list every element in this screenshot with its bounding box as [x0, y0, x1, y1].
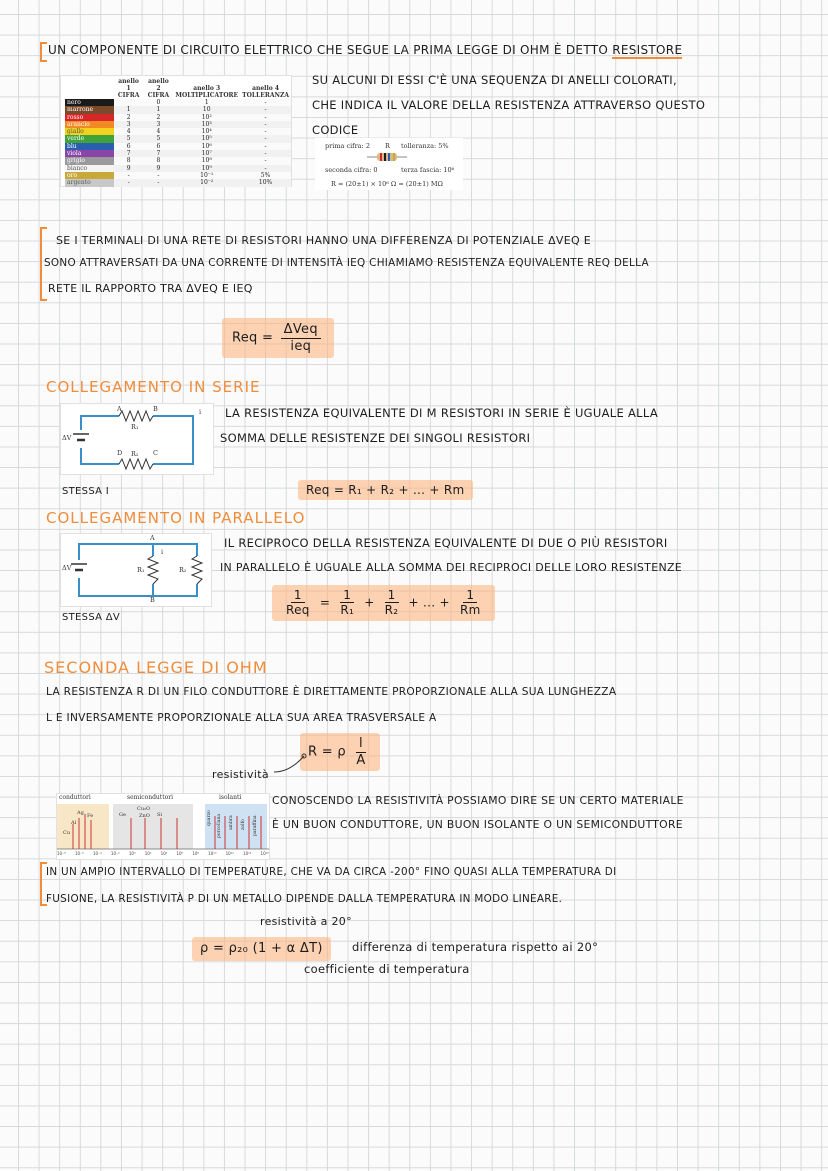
parallel-r2-label: R₂	[179, 566, 187, 574]
color-cell-mult: 10³	[173, 121, 240, 128]
axis-tick: 10⁻⁸	[57, 851, 66, 856]
parallel-formula	[272, 585, 495, 621]
equiv-line-3: RETE IL RAPPORTO TRA ΔVEQ E IEQ	[48, 282, 253, 295]
color-cell-name: blu	[65, 143, 114, 150]
frac-dots: + ... +	[408, 595, 450, 610]
parallel-v-label: ΔV	[62, 564, 72, 572]
frac-req	[283, 588, 313, 618]
mat-amber: ambra	[229, 815, 234, 830]
frac-rm-den: Rm	[459, 603, 481, 618]
series-title: COLLEGAMENTO IN SERIE	[46, 378, 261, 396]
second-law-lhs: R = ρ	[308, 744, 346, 760]
color-cell-d2: 1	[144, 106, 174, 113]
resistor-r: R	[385, 142, 390, 150]
materials-line-2: È UN BUON CONDUTTORE, UN BUON ISOLANTE O UN SEMICONDUTTORE	[272, 818, 683, 831]
group-conductors: conduttori	[59, 794, 91, 801]
color-cell-mult: 10⁶	[173, 143, 240, 150]
resistivity-note: resistività	[212, 768, 269, 781]
color-cell-mult: 10⁻²	[173, 179, 240, 186]
second-law-num: l	[356, 736, 366, 753]
header-ring3: anello 3 MOLTIPLICATORE	[175, 85, 239, 99]
series-r1-label: R₁	[131, 423, 139, 431]
req-num: ΔVeq	[281, 322, 321, 339]
series-line-2: SOMMA DELLE RESISTENZE DEI SINGOLI RESISTORI	[220, 431, 531, 445]
color-cell-name: nero	[65, 99, 114, 106]
resistivity-bars	[57, 794, 269, 859]
header-ring2: anello 2 CIFRA	[147, 78, 170, 99]
parallel-line-2: IN PARALLELO È UGUALE ALLA SOMMA DEI RECIPROCI DELLE LORO RESISTENZE	[220, 561, 683, 574]
mat-al: Al	[71, 820, 77, 826]
color-cell-tol: -	[240, 99, 291, 106]
color-cell-d2: 9	[144, 165, 174, 172]
temp-note-right: differenza di temperatura rispetto ai 20°	[352, 940, 599, 954]
axis-tick: 10⁸	[192, 851, 200, 856]
color-cell-name: grigio	[65, 157, 114, 164]
color-row	[65, 99, 291, 106]
frac-r1-den: R₁	[340, 603, 355, 618]
color-cell-d2: 5	[144, 135, 174, 142]
series-diagram	[60, 403, 214, 475]
second-digit-label: seconda cifra: 0	[325, 166, 378, 174]
tolerance-label: tolleranza: 5%	[401, 142, 449, 150]
parallel-circuit	[61, 534, 211, 606]
color-cell-d1: 5	[114, 135, 144, 142]
series-circuit	[61, 404, 213, 474]
second-law-fraction	[353, 736, 368, 768]
color-cell-d2: 3	[144, 121, 174, 128]
series-b-label: B	[153, 405, 158, 413]
color-cell-tol: -	[240, 106, 291, 113]
mat-si: Si	[157, 812, 163, 818]
mat-zno: ZnO	[139, 813, 150, 819]
color-row	[65, 121, 291, 128]
second-law-formula	[300, 733, 380, 771]
axis-tick: 10⁶	[176, 851, 184, 856]
color-row	[65, 128, 291, 135]
color-code-grid	[65, 78, 291, 187]
frac-rm-num: 1	[463, 588, 477, 603]
req-fraction	[281, 322, 321, 354]
color-cell-d2: 4	[144, 128, 174, 135]
color-cell-tol: -	[240, 157, 291, 164]
color-row	[65, 157, 291, 164]
color-cell-mult: 10⁸	[173, 157, 240, 164]
color-cell-d1: -	[114, 172, 144, 179]
second-law-den: A	[356, 752, 366, 768]
parallel-i-label: i	[161, 548, 164, 556]
mat-ge: Ge	[119, 812, 126, 818]
axis-tick: 10¹²	[225, 851, 234, 856]
color-cell-d1: 4	[114, 128, 144, 135]
color-cell-tol: -	[240, 143, 291, 150]
mat-ag: Ag	[77, 810, 84, 816]
req-formula	[222, 318, 334, 358]
frac-rm	[457, 588, 484, 618]
header-ring4: anello 4 TOLLERANZA	[242, 85, 289, 99]
parallel-b-label: B	[150, 596, 155, 604]
color-row	[65, 179, 291, 186]
color-row	[65, 106, 291, 113]
color-cell-mult: 10⁴	[173, 128, 240, 135]
series-i-label: i	[199, 408, 202, 416]
color-row	[65, 135, 291, 142]
color-cell-tol: -	[240, 165, 291, 172]
mat-cu2o: Cu₂O	[137, 806, 151, 812]
color-cell-tol: -	[240, 121, 291, 128]
color-cell-mult: 1	[173, 99, 240, 106]
second-law-line-1: LA RESISTENZA R DI UN FILO CONDUTTORE È DIRETTAMENTE PROPORZIONALE ALLA SUA LUNGHEZZA	[46, 686, 617, 698]
series-note: STESSA I	[62, 486, 110, 497]
parallel-line-1: IL RECIPROCO DELLA RESISTENZA EQUIVALENTE DI DUE O PIÙ RESISTORI	[224, 536, 668, 550]
axis-tick: 10⁻⁶	[74, 851, 84, 856]
color-row	[65, 143, 291, 150]
resistivity-axis	[57, 851, 269, 856]
color-cell-mult: 10⁹	[173, 165, 240, 172]
temp-note-top: resistività a 20°	[260, 915, 352, 928]
color-cell-d2: -	[144, 172, 174, 179]
frac-req-num: 1	[291, 588, 305, 603]
color-cell-name: bianco	[65, 165, 114, 172]
header-blank	[65, 78, 114, 99]
frac-r2	[382, 588, 402, 618]
color-cell-mult: 10	[173, 106, 240, 113]
mat-quartz: quarzo	[207, 810, 212, 826]
color-cell-d2: 2	[144, 114, 174, 121]
color-cell-d1: 3	[114, 121, 144, 128]
color-cell-name: marrone	[65, 106, 114, 113]
axis-tick: 10¹⁶	[260, 851, 269, 856]
axis-tick: 10⁴	[160, 851, 168, 856]
frac-req-den: Req	[286, 603, 310, 618]
series-c-label: C	[153, 449, 158, 457]
color-cell-mult: 10⁻¹	[173, 172, 240, 179]
header-ring1: anello 1 CIFRA	[117, 78, 140, 99]
axis-tick: 10²	[144, 851, 152, 856]
color-cell-mult: 10⁵	[173, 135, 240, 142]
axis-tick: 10⁰	[128, 851, 136, 856]
mat-porcelain: porcellana	[217, 813, 222, 838]
equiv-line-2: SONO ATTRAVERSATI DA UNA CORRENTE DI INTENSITÀ IEQ CHIAMIAMO RESISTENZA EQUIVALENTE REQ DELLA	[44, 257, 649, 269]
color-cell-tol: -	[240, 150, 291, 157]
color-cell-name: rosso	[65, 114, 114, 121]
req-den: ieq	[290, 338, 312, 354]
frac-r2-den: R₂	[384, 603, 399, 618]
color-cell-d1: 7	[114, 150, 144, 157]
intro-side-3: CODICE	[312, 123, 359, 137]
equiv-line-1: SE I TERMINALI DI UNA RETE DI RESISTORI HANNO UNA DIFFERENZA DI POTENZIALE ΔVEQ E	[56, 234, 591, 247]
color-cell-d1: 8	[114, 157, 144, 164]
color-row	[65, 172, 291, 179]
second-law-title: SECONDA LEGGE DI OHM	[44, 658, 268, 677]
axis-tick: 10⁻²	[110, 851, 120, 856]
parallel-note: STESSA ΔV	[62, 612, 121, 623]
intro-side-1: SU ALCUNI DI ESSI C'È UNA SEQUENZA DI ANELLI COLORATI,	[312, 73, 677, 87]
first-digit-label: prima cifra: 2	[325, 142, 370, 150]
color-cell-tol: -	[240, 135, 291, 142]
temp-formula: ρ = ρ₂₀ (1 + α ΔT)	[192, 937, 331, 961]
mat-cu: Cu	[63, 830, 71, 836]
mat-fe: Fe	[87, 813, 94, 819]
series-line-1: LA RESISTENZA EQUIVALENTE DI M RESISTORI IN SERIE È UGUALE ALLA	[225, 406, 659, 420]
series-v-label: ΔV	[62, 434, 72, 442]
group-insulators: isolanti	[219, 794, 242, 801]
axis-tick: 10¹⁰	[208, 851, 217, 856]
resistor-term: RESISTORE	[612, 43, 683, 57]
resistivity-chart	[56, 793, 270, 860]
frac-eq: =	[319, 595, 331, 610]
frac-r1	[337, 588, 357, 618]
frac-r2-num: 1	[385, 588, 399, 603]
mat-sulfur: zolfo	[241, 819, 246, 830]
req-lhs: Req =	[232, 330, 274, 346]
series-a-label: A	[117, 405, 122, 413]
temp-line-1: IN UN AMPIO INTERVALLO DI TEMPERATURE, CHE VA DA CIRCA -200° FINO QUASI ALLA TEMPERATURA DI	[46, 866, 617, 878]
color-cell-d1: 9	[114, 165, 144, 172]
color-cell-mult: 10²	[173, 114, 240, 121]
series-formula: Req = R₁ + R₂ + ... + Rm	[298, 480, 473, 500]
group-semiconductors: semiconduttori	[127, 794, 174, 801]
arrow-icon	[272, 752, 308, 776]
mat-paraffin: paraffina	[253, 815, 258, 836]
color-cell-d2: 7	[144, 150, 174, 157]
color-cell-name: verde	[65, 135, 114, 142]
color-cell-d1: 6	[114, 143, 144, 150]
color-cell-name: viola	[65, 150, 114, 157]
color-cell-tol: 5%	[240, 172, 291, 179]
color-cell-name: oro	[65, 172, 114, 179]
color-cell-tol: -	[240, 114, 291, 121]
materials-line-1: CONOSCENDO LA RESISTIVITÀ POSSIAMO DIRE SE UN CERTO MATERIALE	[272, 794, 684, 807]
color-cell-tol: 10%	[240, 179, 291, 186]
color-row	[65, 150, 291, 157]
color-cell-mult: 10⁷	[173, 150, 240, 157]
third-band-label: terza fascia: 10⁶	[401, 166, 455, 174]
frac-r1-num: 1	[340, 588, 354, 603]
color-cell-d1	[114, 99, 144, 106]
series-d-label: D	[117, 449, 123, 457]
color-row	[65, 165, 291, 172]
resistor-formula: R = (20±1) × 10⁶ Ω = (20±1) MΩ	[331, 180, 443, 188]
axis-tick: 10⁻⁴	[92, 851, 102, 856]
intro-side-2: CHE INDICA IL VALORE DELLA RESISTENZA ATTRAVERSO QUESTO	[312, 98, 706, 112]
color-cell-tol: -	[240, 128, 291, 135]
color-cell-d1: -	[114, 179, 144, 186]
color-cell-d2: 8	[144, 157, 174, 164]
series-r2-label: R₂	[131, 450, 139, 458]
resistor-icon	[367, 152, 407, 162]
color-cell-d2: -	[144, 179, 174, 186]
parallel-diagram	[60, 533, 212, 607]
parallel-title: COLLEGAMENTO IN PARALLELO	[46, 509, 306, 527]
temp-line-2: FUSIONE, LA RESISTIVITÀ Ρ DI UN METALLO DIPENDE DALLA TEMPERATURA IN MODO LINEARE.	[46, 893, 563, 905]
resistor-example	[315, 138, 463, 190]
color-row	[65, 114, 291, 121]
color-cell-name: argento	[65, 179, 114, 186]
color-cell-d1: 2	[114, 114, 144, 121]
color-code-table	[60, 75, 292, 187]
color-cell-name: giallo	[65, 128, 114, 135]
intro-line-1	[48, 43, 682, 57]
color-cell-name: arancio	[65, 121, 114, 128]
color-cell-d1: 1	[114, 106, 144, 113]
section-bracket	[40, 42, 47, 62]
temp-note-bottom: coefficiente di temperatura	[304, 962, 470, 976]
parallel-r1-label: R₁	[137, 566, 145, 574]
axis-tick: 10¹⁴	[243, 851, 252, 856]
frac-plus: +	[364, 595, 375, 610]
color-cell-d2: 0	[144, 99, 174, 106]
second-law-line-2: L E INVERSAMENTE PROPORZIONALE ALLA SUA AREA TRASVERSALE A	[46, 712, 437, 724]
intro-text: UN COMPONENTE DI CIRCUITO ELETTRICO CHE SEGUE LA PRIMA LEGGE DI OHM È DETTO	[48, 43, 609, 57]
color-cell-d2: 6	[144, 143, 174, 150]
parallel-a-label: A	[150, 534, 155, 542]
